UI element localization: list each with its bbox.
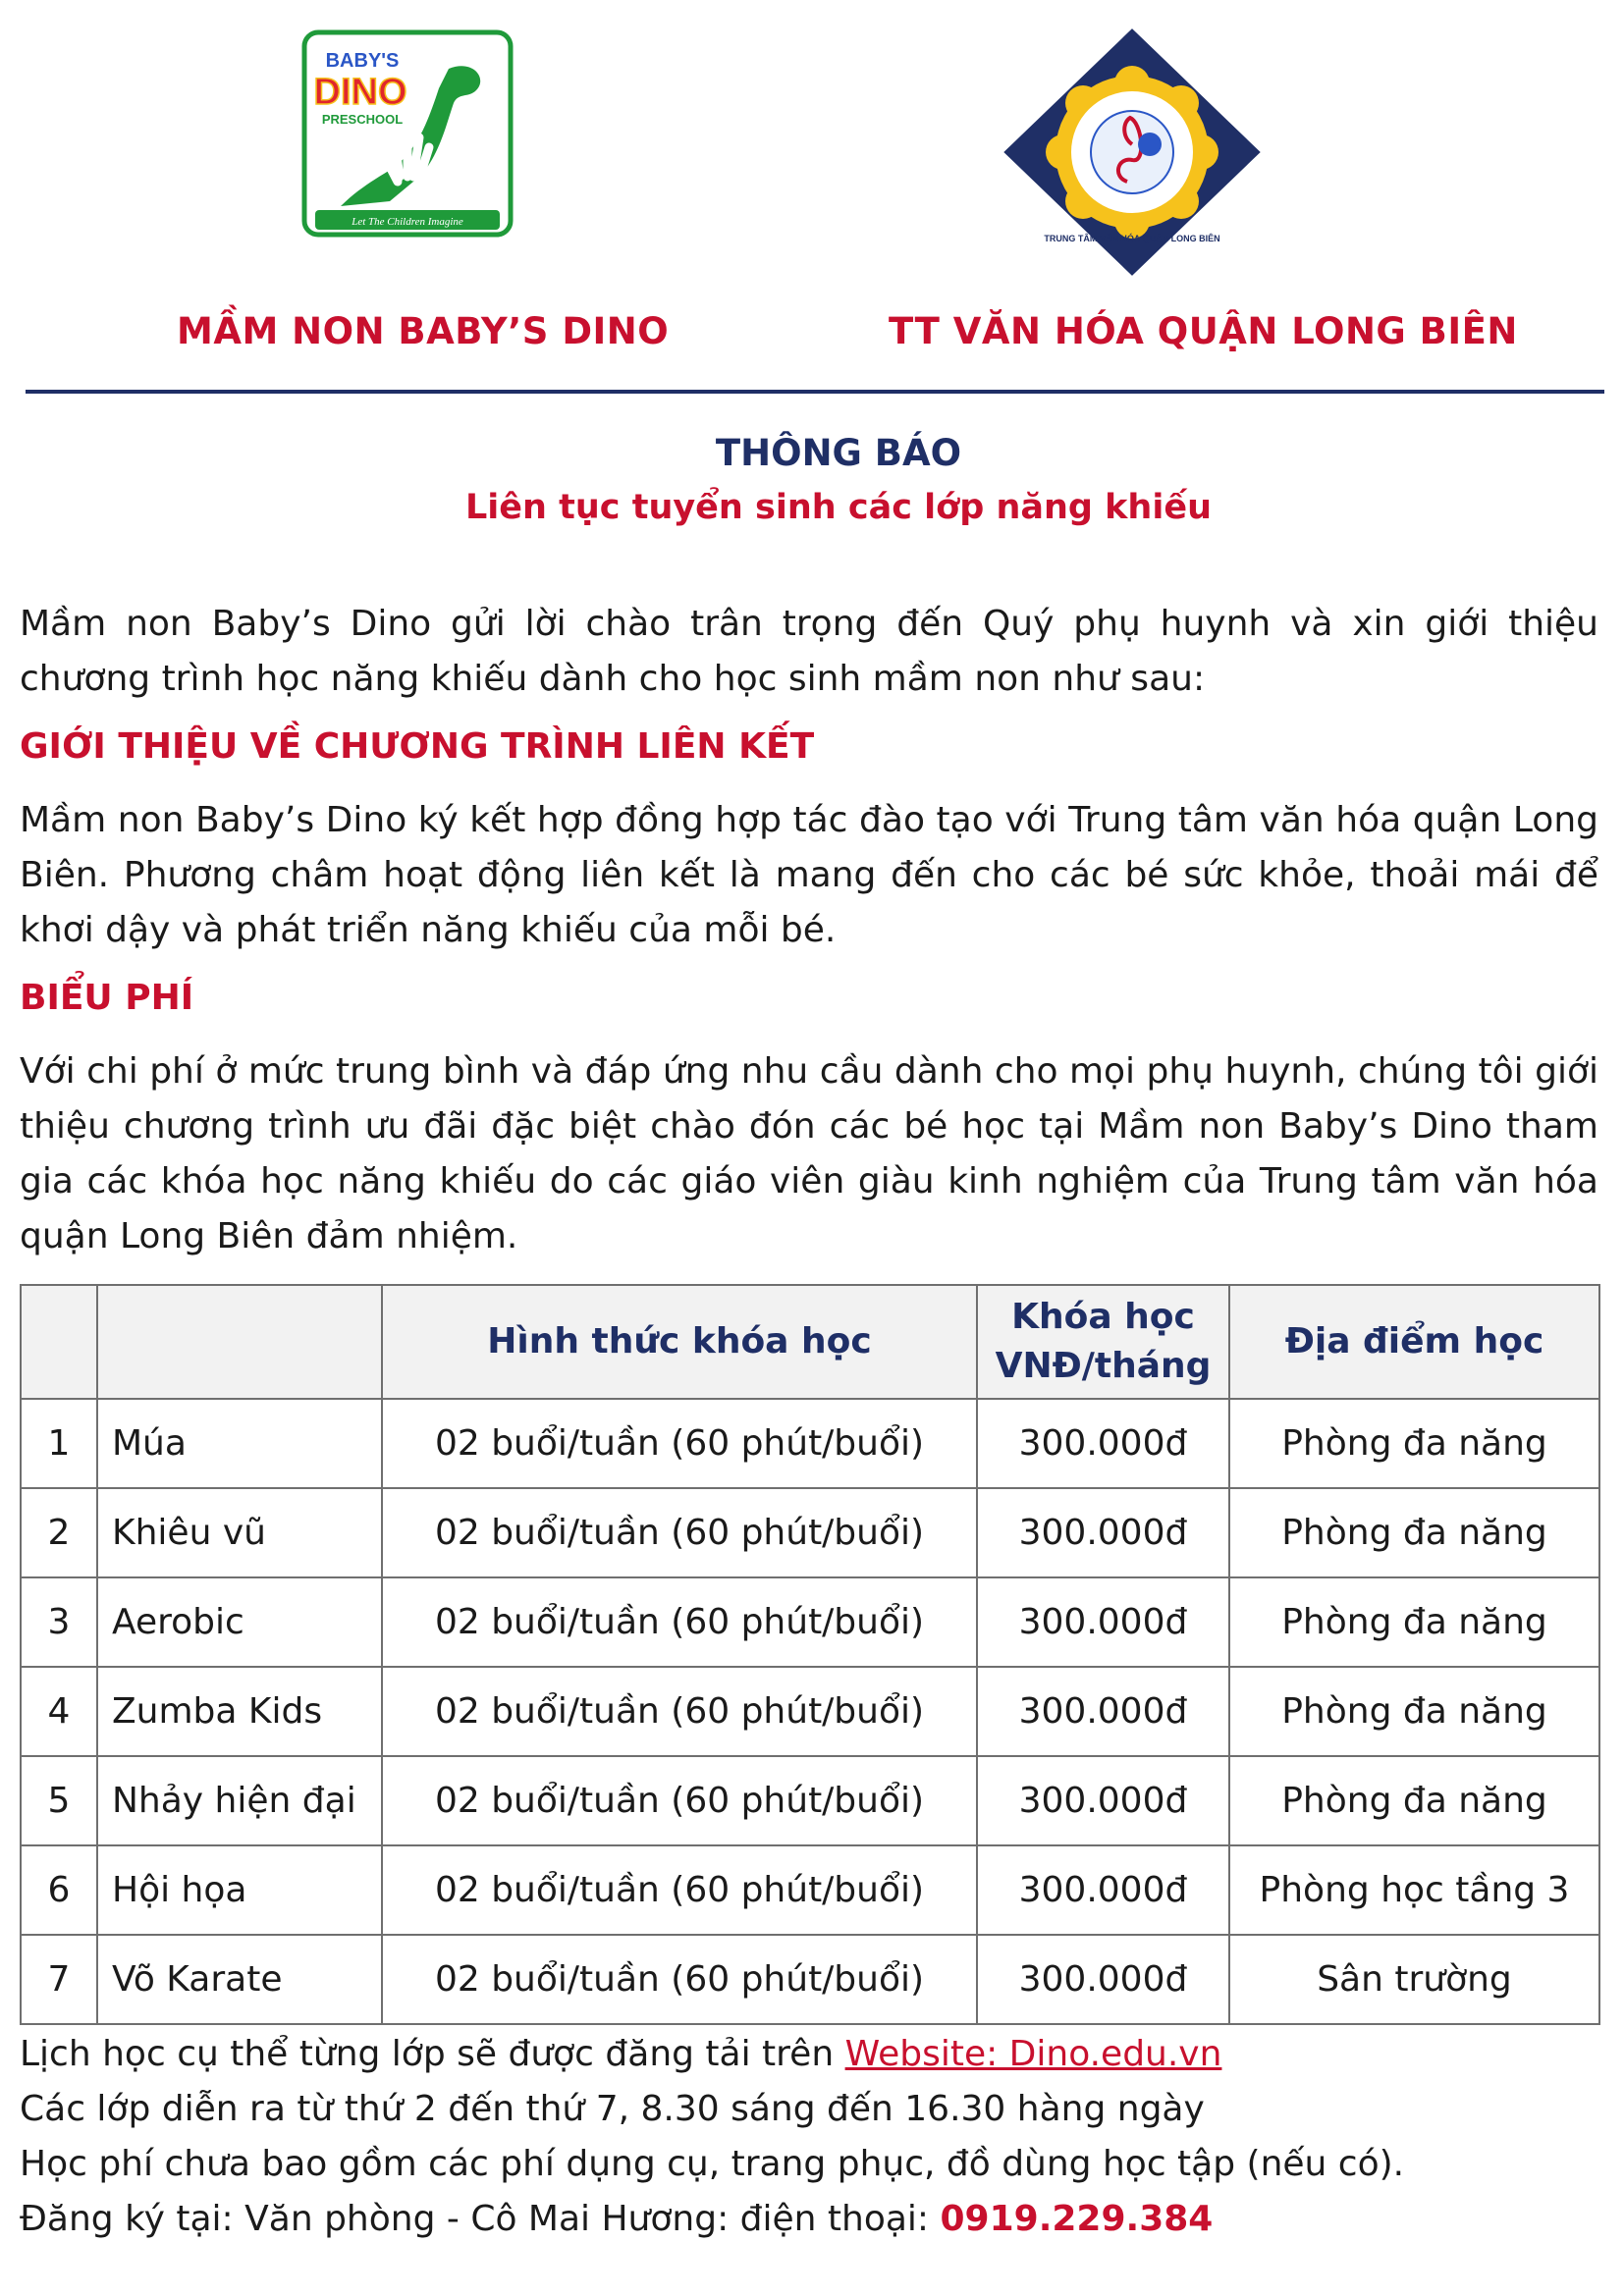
- section-heading-program: GIỚI THIỆU VỀ CHƯƠNG TRÌNH LIÊN KẾT: [20, 726, 815, 767]
- row-form: 02 buổi/tuần (60 phút/buổi): [382, 1935, 977, 2024]
- row-name: Võ Karate: [97, 1935, 382, 2024]
- header-num: [21, 1285, 97, 1399]
- culture-center-logo: [995, 20, 1270, 285]
- row-form: 02 buổi/tuần (60 phút/buổi): [382, 1577, 977, 1667]
- row-name: Zumba Kids: [97, 1667, 382, 1756]
- header-fee: [977, 1285, 1229, 1399]
- svg-text:DINO: DINO: [313, 72, 407, 113]
- row-num: 2: [21, 1488, 97, 1577]
- logo-ring-text: TRUNG TÂM VĂN HÓA QUẬN LONG BIÊN: [1044, 234, 1220, 243]
- schedule-text: Lịch học cụ thể từng lớp sẽ được đăng tải trên: [20, 2034, 845, 2074]
- row-num: 7: [21, 1935, 97, 2024]
- intro-paragraph: Mầm non Baby’s Dino gửi lời chào trân trọng đến Quý phụ huynh và xin giới thiệu chương trình học năng khiếu dành cho học sinh mầm non như sau:: [20, 604, 1598, 699]
- row-fee: 300.000đ: [977, 1577, 1229, 1667]
- row-form: 02 buổi/tuần (60 phút/buổi): [382, 1756, 977, 1845]
- notice-title: THÔNG BÁO: [715, 432, 962, 474]
- header-name: [97, 1285, 382, 1399]
- row-place: Phòng đa năng: [1229, 1399, 1599, 1488]
- row-fee: 300.000đ: [977, 1756, 1229, 1845]
- row-place: Phòng đa năng: [1229, 1488, 1599, 1577]
- row-form: 02 buổi/tuần (60 phút/buổi): [382, 1488, 977, 1577]
- dinosaur-icon: [301, 29, 514, 238]
- row-num: 1: [21, 1399, 97, 1488]
- svg-text:Let The Children Imagine: Let The Children Imagine: [352, 216, 463, 228]
- notice-subtitle: Liên tục tuyển sinh các lớp năng khiếu: [465, 488, 1212, 527]
- row-place: Phòng đa năng: [1229, 1667, 1599, 1756]
- row-name: Hội họa: [97, 1845, 382, 1935]
- row-name: Khiêu vũ: [97, 1488, 382, 1577]
- row-form: 02 buổi/tuần (60 phút/buổi): [382, 1399, 977, 1488]
- table-row: [21, 1399, 1599, 1488]
- fee-table: [20, 1284, 1600, 2025]
- schedule-line: [20, 2034, 1221, 2074]
- phone-number[interactable]: 0919.229.384: [940, 2199, 1214, 2239]
- row-name: Aerobic: [97, 1577, 382, 1667]
- table-row: [21, 1845, 1599, 1935]
- row-num: 4: [21, 1667, 97, 1756]
- header-fee-line1: Khóa học: [1011, 1297, 1195, 1337]
- website-link[interactable]: Website: Dino.edu.vn: [844, 2034, 1222, 2074]
- row-fee: 300.000đ: [977, 1399, 1229, 1488]
- table-row: [21, 1756, 1599, 1845]
- row-num: 5: [21, 1756, 97, 1845]
- table-row: [21, 1935, 1599, 2024]
- left-org-name: MẦM NON BABY’S DINO: [177, 310, 670, 352]
- header-place: Địa điểm học: [1229, 1285, 1599, 1399]
- program-paragraph: Mầm non Baby’s Dino ký kết hợp đồng hợp tác đào tạo với Trung tâm văn hóa quận Long Biên. Phương châm hoạt động liên kết là mang đến cho các bé sức khỏe, thoải mái để khơi dậy và phát triển năng khiếu của mỗi bé.: [20, 800, 1598, 950]
- register-line: [20, 2199, 1213, 2239]
- row-fee: 300.000đ: [977, 1488, 1229, 1577]
- music-note-icon: [995, 20, 1270, 285]
- fees-paragraph: Với chi phí ở mức trung bình và đáp ứng nhu cầu dành cho mọi phụ huynh, chúng tôi giới thiệu chương trình ưu đãi đặc biệt chào đón các bé học tại Mầm non Baby’s Dino tham gia các khóa học năng khiếu do các giáo viên giàu kinh nghiệm của Trung tâm văn hóa quận Long Biên đảm nhiệm.: [20, 1051, 1598, 1256]
- table-row: [21, 1488, 1599, 1577]
- svg-text:BABY'S: BABY'S: [325, 50, 400, 72]
- row-fee: 300.000đ: [977, 1667, 1229, 1756]
- babys-dino-logo: [301, 29, 514, 238]
- row-num: 3: [21, 1577, 97, 1667]
- register-text: Đăng ký tại: Văn phòng - Cô Mai Hương: điện thoại:: [20, 2199, 941, 2239]
- row-name: Nhảy hiện đại: [97, 1756, 382, 1845]
- table-row: [21, 1577, 1599, 1667]
- row-name: Múa: [97, 1399, 382, 1488]
- header-form: Hình thức khóa học: [382, 1285, 977, 1399]
- row-place: Phòng đa năng: [1229, 1577, 1599, 1667]
- row-fee: 300.000đ: [977, 1845, 1229, 1935]
- fee-note-line: Học phí chưa bao gồm các phí dụng cụ, trang phục, đồ dùng học tập (nếu có).: [20, 2144, 1405, 2184]
- row-form: 02 buổi/tuần (60 phút/buổi): [382, 1667, 977, 1756]
- row-place: Phòng đa năng: [1229, 1756, 1599, 1845]
- header-divider: [26, 390, 1604, 394]
- row-form: 02 buổi/tuần (60 phút/buổi): [382, 1845, 977, 1935]
- row-num: 6: [21, 1845, 97, 1935]
- hours-line: Các lớp diễn ra từ thứ 2 đến thứ 7, 8.30 sáng đến 16.30 hàng ngày: [20, 2089, 1205, 2129]
- svg-text:PRESCHOOL: PRESCHOOL: [321, 112, 404, 127]
- section-heading-fees: BIỂU PHÍ: [20, 978, 194, 1018]
- table-row: [21, 1667, 1599, 1756]
- header-fee-line2: VNĐ/tháng: [995, 1346, 1212, 1386]
- table-header-row: [21, 1285, 1599, 1399]
- row-fee: 300.000đ: [977, 1935, 1229, 2024]
- row-place: Phòng học tầng 3: [1229, 1845, 1599, 1935]
- row-place: Sân trường: [1229, 1935, 1599, 2024]
- right-org-name: TT VĂN HÓA QUẬN LONG BIÊN: [889, 310, 1518, 352]
